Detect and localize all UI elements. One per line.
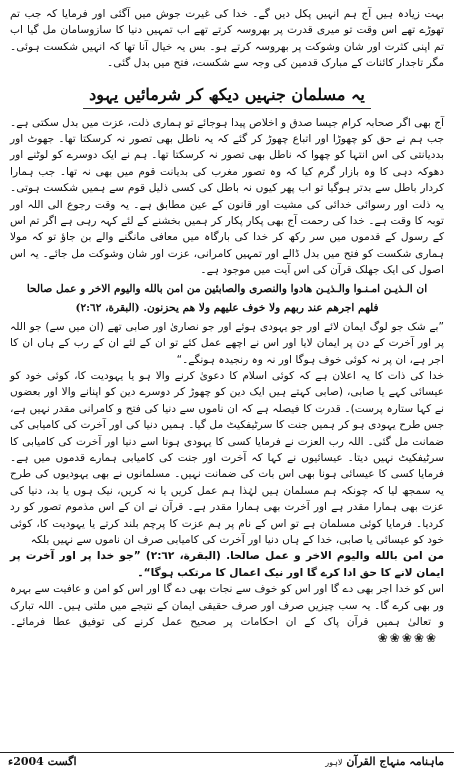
body-paragraph-2: خدا کی ذات کا یہ اعلان ہے کہ کوئی اسلام کا دعویٰ کرنے والا ہو یا یہودیت کا، کوئی خود کو عیسائی کہے یا صابی، (صابی کہتے ہیں ایک دین کو چھوڑ کر دوسرے دین کو اپنانے والا اور بعضوں نے کہا ستارہ پرست)۔ قدرت کا فیصلہ ہے کہ ان ناموں سے دنیا کی فتح و کامرانی مقدر نہیں ہے، جس طرح یہودی ہو کر ہمیں جنت کا سرٹیفکیٹ مل گیا۔ ہمیں دنیا کی اور آخرت کی کامیابی کی ضمانت مل گئی۔ اللہ رب العزت نے فرمایا کسی کا یہودی ہونا اسے دنیا اور آخرت کی کامیابی کا سرٹیفکیٹ نہیں دیتا۔ عیسائیوں نے کہا کہ آخرت اور جنت کی کامیابی ہمارے قدموں میں ہے۔ فرمایا کسی کا عیسائی ہونا بھی اس بات کی ضمانت نہیں۔ مسلمانوں نے بھی یہودیوں کی طرح یہ سمجھ لیا کہ چونکہ ہم مسلمان ہیں لہٰذا ہم عمل کریں یا نہ کریں، نیک ہوں یا بد، دنیا کی عزت بھی ہمارا مقدر ہے اور آخرت بھی ہمارا مقدر ہے۔ قرآن نے ان کے اس مذموم تصور کو رد کردیا۔ فرمایا کوئی مسلمان ہے تو اس کے نام پر ہم عزت کا پرچم بلند کرتے یا یہودیت کا، کوئی خود کو عیسائی یا صابی، خدا کے ہاں دنیا اور آخرت کی کامیابی صرف ان ناموں سے نہیں بلکہ [10, 369, 444, 546]
body-paragraph-3 [10, 581, 444, 648]
verse-translation: ”بے شک جو لوگ ایمان لائے اور جو یہودی ہوئے اور جو نصاریٰ اور صابی تھے (ان میں سے) جو اللہ پر اور آخرت کے دن پر ایمان لایا اور اس نے اچھے عمل کئے تو ان کے لئے ان کے رب کے ہاں ان کا اجر ہے، ان پر نہ کوئی خوف ہوگا اور نہ وہ رنجیدہ ہونگے۔“ [10, 320, 444, 366]
flower-ornament-icon: ❀❀❀❀❀ [377, 631, 438, 646]
quran-verse-line-1: ان الـذيـن امـنـوا والـذيـن هادوا والنصرى والصابئين من امن بالله واليوم الاخر و عمل صالحا [26, 282, 428, 295]
body-paragraph-1: آج بھی اگر صحابہ کرام جیسا صدق و اخلاص پیدا ہوجائے تو ہماری ذلت، عزت میں بدل سکتی ہے۔ جب ہم نے حق کو چھوڑا اور اتباع چھوڑ کر گئے کہ یہ ناطل بھی تصور نہ کرسکتا تھا۔ جھوٹ اور بددیانتی کی اس انتہا کو چھوا کہ ناطل بھی تصور نہ کرسکتا تھا۔ ہم نے ایک دوسرے کو لوٹنے اور دھوکہ دہی کا وہ بازار گرم کیا کہ وہ تصور مغرب کی بدیانت قوم میں بھی نہ تھا۔ جب ہمارا کردار باطل سے بدتر ہوگیا تو اب پھر کیوں نہ باطل کی کسی ذلیل قوم سے ہمیں شکست ہوتی۔ یہ ذلت اور رسوائی خدائی کی مشیت اور قانون کے عین مطابق ہے۔ یہ وقت رجوع الی اللہ اور توبہ کا وقت ہے۔ خدا کی رحمت آج بھی پکار پکار کر ہمیں بخشنے کے لئے کہہ رہی ہے اگر تم اس کے رسول کے قدموں میں سر رکھ کر خدا کی بارگاہ میں معافی مانگنے والے بن جاؤ تو کہ مولا ہماری شکست کو فتح میں بدل ڈالے اور تمہیں کامرانی، عزت اور شان وشوکت مل جائے۔ یہ اس اصول کی ایک جھلک قرآن کی اس آیت میں موجود ہے۔ [10, 116, 444, 277]
quran-verse-3: من امن بالله واليوم الاخر و عمل صالحا. (البقرة، ٢:٦٢) ”جو خدا پر اور آخرت پر ایمان لانے کا حق ادا کرے گا اور نیک اعمال کا مرتکب ہوگا“۔ [10, 550, 444, 579]
quran-verse-line-2: فلهم اجرهم عند ربهم ولا خوف عليهم ولا هم يحزنون. (البقرة، ٢:٦٢) [75, 301, 379, 314]
journal-city: لاہور [325, 758, 343, 767]
page-footer [0, 752, 454, 769]
journal-title: ماہنامہ منہاج القرآن [346, 755, 444, 768]
section-heading-wrap [10, 84, 444, 109]
section-heading: یہ مسلمان جنہیں دیکھ کر شرمائیں یہود [83, 84, 371, 109]
article-page [10, 6, 444, 746]
journal-name [325, 755, 444, 768]
closing-text: اس کو خدا اجر بھی دے گا اور اس کو خوف سے نجات بھی دے گا اور اس کو امن و عافیت سے بہرہ ور بھی کرے گا۔ یہ سب چیزیں صرف اور صرف حقیقی ایمان کے نتیجے میں ملتی ہیں۔ اللہ تبارک و تعالیٰ ہمیں قرآن پاک کے ان احکامات پر صحیح عمل کرنے کی توفیق عطا فرمائے۔ [10, 583, 444, 628]
issue-date: اگست 2004ء [8, 755, 77, 768]
intro-paragraph: بہت زیادہ ہیں آج ہم انہیں پکل دیں گے۔ خدا کی غیرت جوش میں آگئی اور فرمایا کہ جب تم تھوڑے تھے اس وقت تو میری قدرت پر بھروسہ کرتے تھے اب تمہیں دنیا کا سازوسامان مل گیا اب تم اپنی کثرت اور شان وشوکت پر بھروسہ کرتے ہو۔ بس یہ خیال آنا تھا کہ انہیں شکست ہوئی۔ مگر تاجدار کائنات کے مبارک قدمین کی وجہ سے شکست، فتح میں بدل گئی۔ [10, 8, 444, 70]
